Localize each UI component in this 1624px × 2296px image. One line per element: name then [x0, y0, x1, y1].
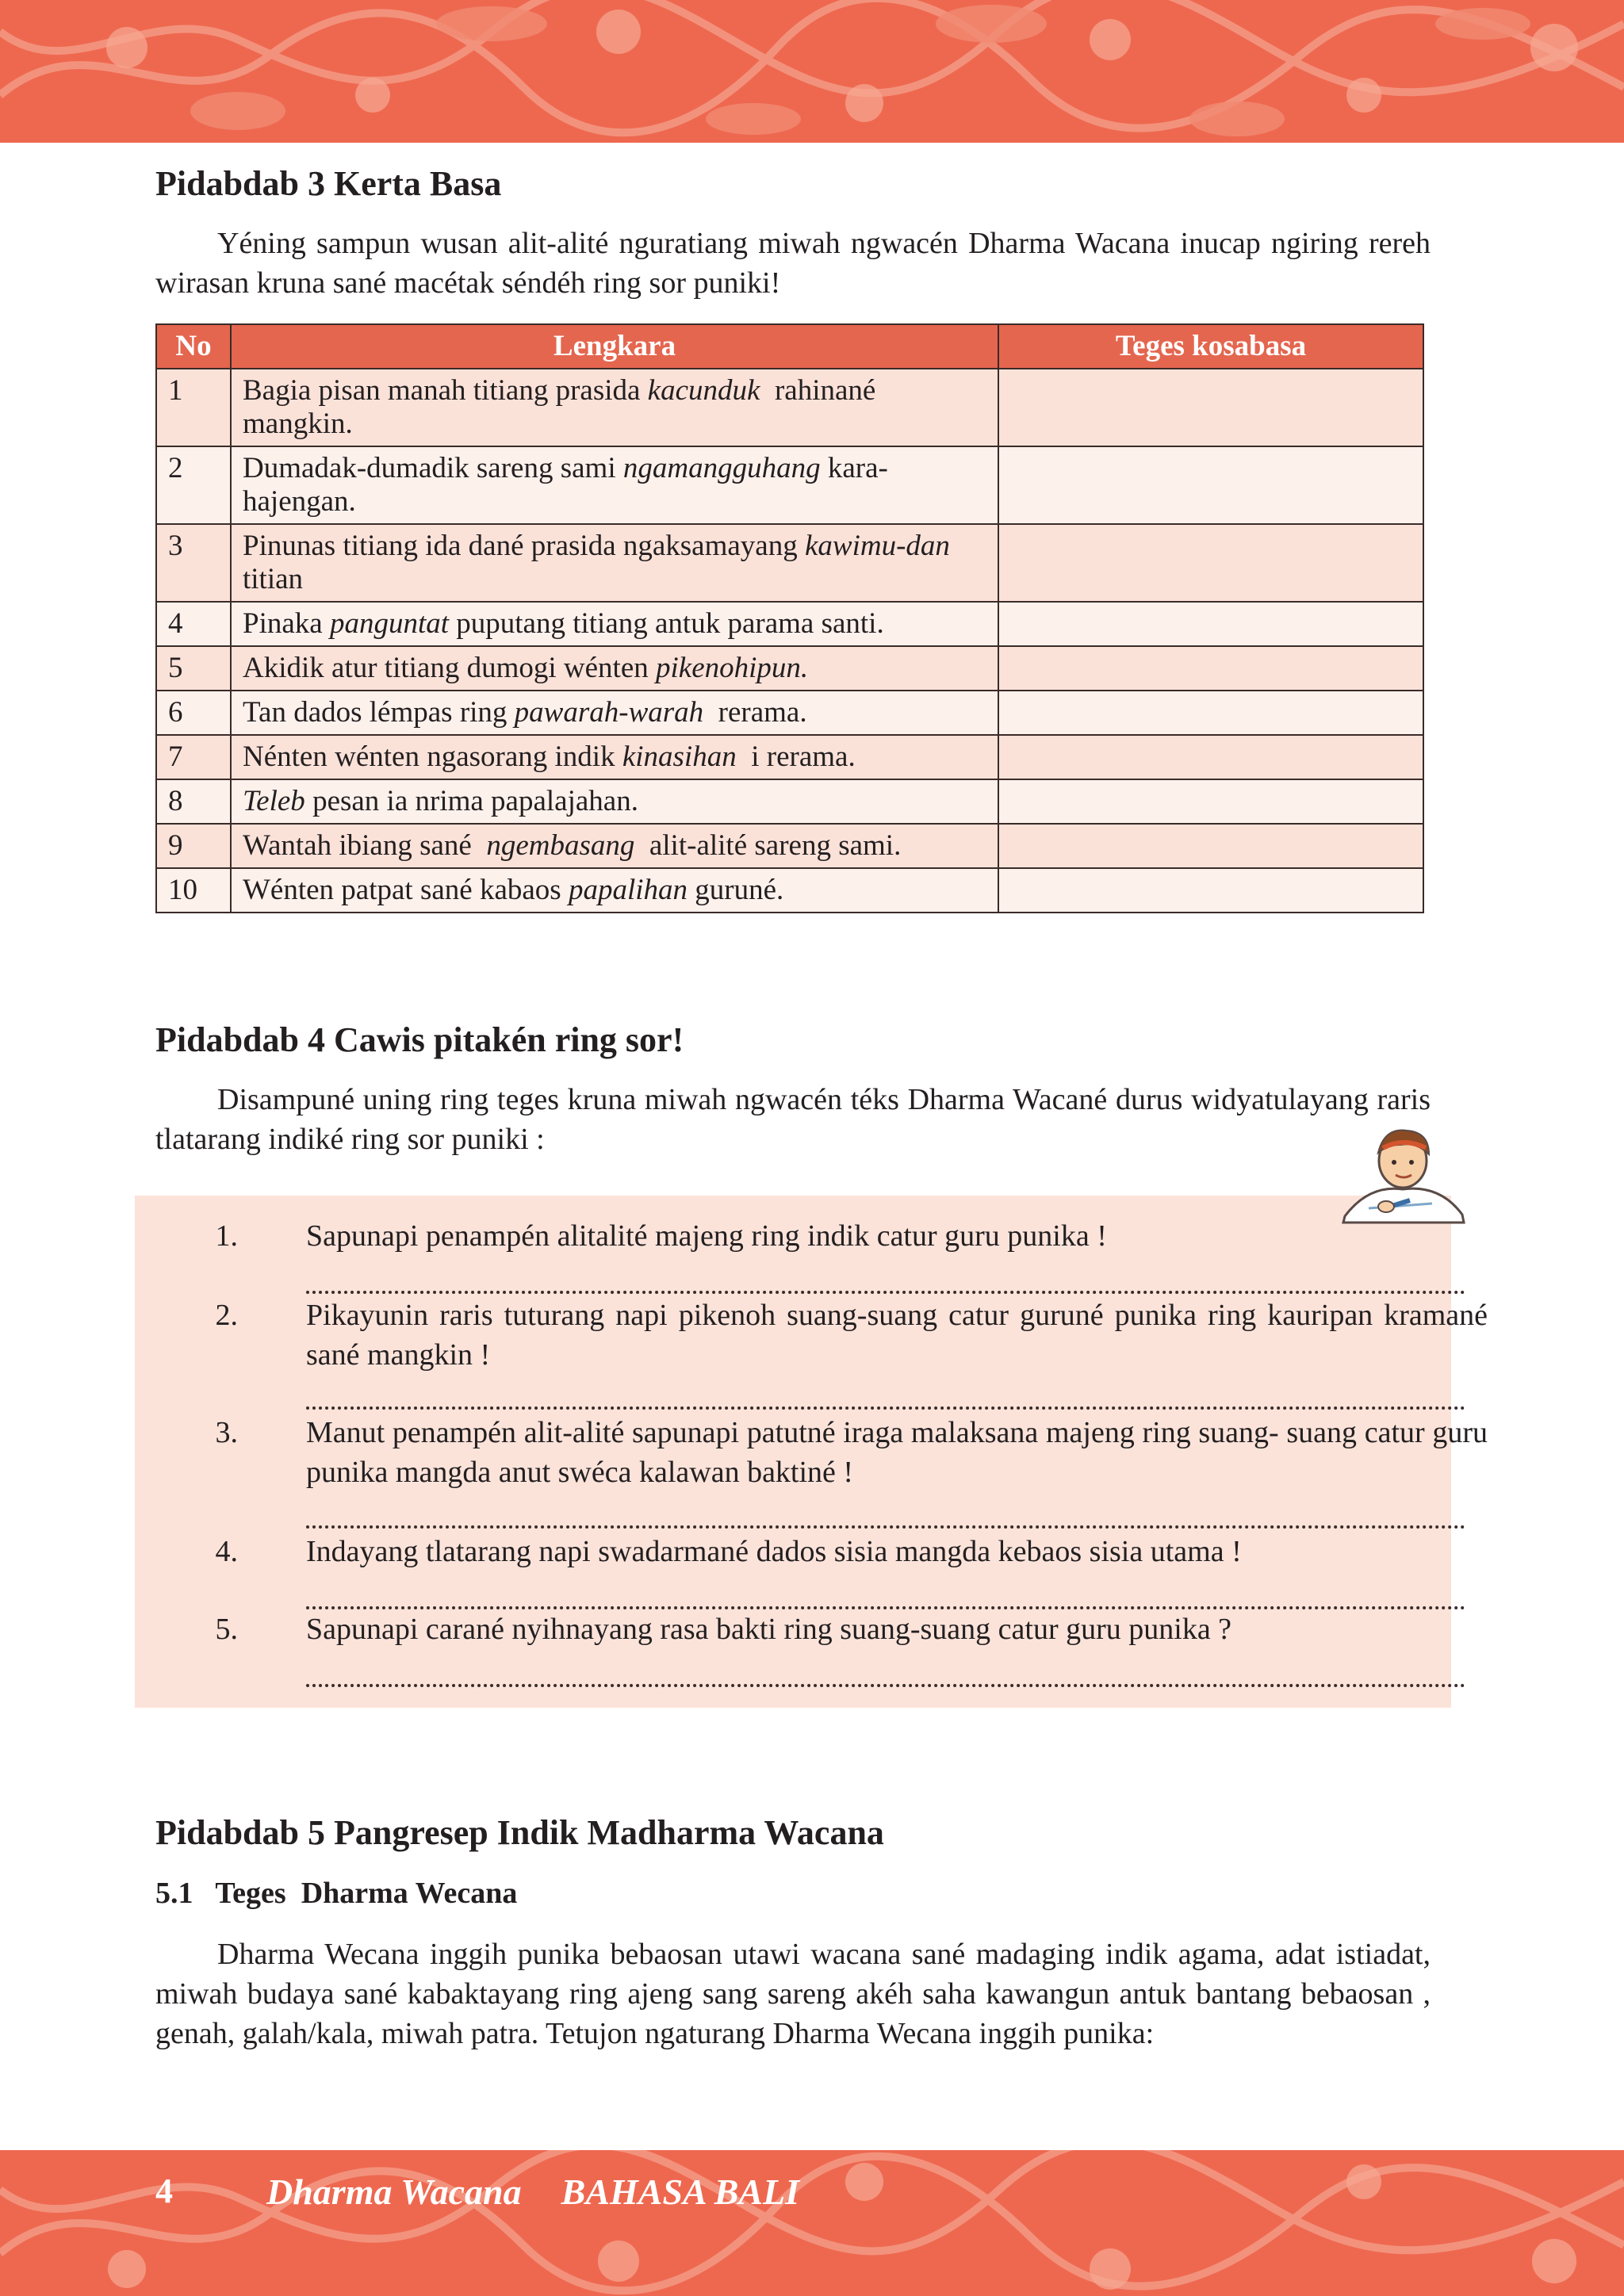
table-row: [156, 646, 1423, 691]
question-number: 5.: [215, 1613, 238, 1646]
question-number: 4.: [215, 1535, 238, 1568]
answer-line[interactable]: [306, 1291, 1465, 1294]
meaning-answer-cell[interactable]: [998, 646, 1423, 691]
row-sentence: [231, 691, 998, 735]
meaning-answer-cell[interactable]: [998, 779, 1423, 824]
table-row: [156, 524, 1423, 602]
meaning-answer-cell[interactable]: [998, 369, 1423, 446]
target-word: pawarah-warah: [514, 696, 704, 729]
section-3-instruction: Yéning sampun wusan alit-alité nguratiang miwah ngwacén Dharma Wacana inucap ngiring rereh wirasan kruna sané macétak séndéh ring sor puniki!: [155, 227, 1431, 300]
page-number: 4: [155, 2172, 173, 2210]
row-number: 1: [156, 369, 231, 446]
target-word: ngamangguhang: [622, 452, 821, 484]
row-sentence: [231, 735, 998, 779]
section-4-instruction-wrap: [155, 1080, 1431, 1159]
meaning-answer-cell[interactable]: [998, 735, 1423, 779]
table-row: [156, 824, 1423, 868]
meaning-answer-cell[interactable]: [998, 524, 1423, 602]
top-ornament-band: [0, 0, 1624, 143]
sentence-text: Akidik atur titiang dumogi wénten: [243, 652, 656, 684]
sentence-text: Wantah ibiang sané: [243, 829, 487, 862]
sentence-text: alit-alité sareng sami.: [634, 829, 902, 862]
table-row: [156, 779, 1423, 824]
table-row: [156, 868, 1423, 913]
sentence-text: rahinané mangkin.: [243, 374, 883, 440]
question-number: 3.: [215, 1416, 238, 1449]
question-text: Sapunapi penampén alitalité majeng ring indik catur guru punika !: [306, 1219, 1107, 1253]
row-sentence: [231, 646, 998, 691]
footer-title: [266, 2171, 839, 2213]
meaning-answer-cell[interactable]: [998, 446, 1423, 524]
row-sentence: [231, 824, 998, 868]
section-5: [155, 1812, 1431, 1853]
sentence-text: pesan ia nrima papalajahan.: [304, 785, 638, 817]
row-number: 2: [156, 446, 231, 524]
target-word: Teleb: [243, 785, 305, 817]
meaning-answer-cell[interactable]: [998, 824, 1423, 868]
sentence-text: titian: [243, 530, 965, 595]
answer-line[interactable]: [306, 1406, 1465, 1410]
header-no: No: [156, 324, 231, 369]
row-sentence: [231, 524, 998, 602]
sentence-text: Wénten patpat sané kabaos: [243, 874, 569, 906]
target-word: ngembasang: [486, 829, 635, 862]
section-5-body: Dharma Wecana inggih punika bebaosan utawi wacana sané madaging indik agama, adat istiadat, miwah budaya sané kabaktayang ring ajeng sang sareng akéh saha kawangun antuk bantang bebaosan , genah, galah/kala, miwah patra. Tetujon ngaturang Dharma Wecana inggih punika:: [155, 1938, 1431, 2050]
table-row: [156, 602, 1423, 646]
table-body: [156, 369, 1423, 913]
header-lengkara: Lengkara: [231, 324, 998, 369]
sentence-text: guruné.: [688, 874, 784, 906]
row-number: 7: [156, 735, 231, 779]
section-3: [155, 163, 1431, 204]
row-number: 8: [156, 779, 231, 824]
row-number: 9: [156, 824, 231, 868]
sentence-text: rerama.: [703, 696, 807, 729]
sentence-text: i rerama.: [736, 740, 856, 773]
section-5-heading: Pidabdab 5 Pangresep Indik Madharma Wacana: [155, 1813, 884, 1852]
book-title: Dharma Wacana: [266, 2172, 522, 2212]
sentence-text: Pinunas titiang ida dané prasida ngaksamayang: [243, 530, 805, 562]
section-4-heading: Pidabdab 4 Cawis pitakén ring sor!: [155, 1020, 684, 1059]
table-row: [156, 735, 1423, 779]
subject-name: BAHASA BALI: [561, 2172, 800, 2212]
table-header-row: [156, 324, 1423, 369]
row-number: 3: [156, 524, 231, 602]
answer-line[interactable]: [306, 1684, 1465, 1687]
table-row: [156, 369, 1423, 446]
meaning-answer-cell[interactable]: [998, 868, 1423, 913]
target-word: kacunduk: [647, 374, 760, 407]
section-4: [155, 1020, 1431, 1060]
section-5-subheading: 5.1 Teges Dharma Wecana: [155, 1877, 518, 1910]
sentence-text: Tan dados lémpas ring: [243, 696, 515, 729]
header-teges: Teges kosabasa: [998, 324, 1423, 369]
answer-line[interactable]: [306, 1525, 1465, 1529]
target-word: pikenohipun.: [656, 652, 809, 684]
section-3-heading: Pidabdab 3 Kerta Basa: [155, 164, 502, 203]
section-4-instruction: Disampuné uning ring teges kruna miwah ngwacén téks Dharma Wacané durus widyatulayang raris tlatarang indiké ring sor puniki :: [155, 1083, 1431, 1156]
row-sentence: [231, 369, 998, 446]
meaning-answer-cell[interactable]: [998, 602, 1423, 646]
question-text: Pikayunin raris tuturang napi pikenoh suang-suang catur guruné punika ring kauripan kramané sané mangkin !: [306, 1299, 1488, 1372]
sentence-text: Nénten wénten ngasorang indik: [243, 740, 622, 773]
sentence-text: kara-hajengan.: [243, 452, 888, 518]
vocabulary-table: [155, 323, 1424, 913]
question-number: 1.: [215, 1219, 238, 1253]
table-row: [156, 446, 1423, 524]
row-number: 10: [156, 868, 231, 913]
row-sentence: [231, 868, 998, 913]
target-word: kinasihan: [622, 740, 737, 773]
meaning-answer-cell[interactable]: [998, 691, 1423, 735]
question-text: Manut penampén alit-alité sapunapi patutné iraga malaksana majeng ring suang- suang catur guru punika mangda anut swéca kalawan baktiné !: [306, 1416, 1488, 1489]
question-text: Sapunapi carané nyihnayang rasa bakti ring suang-suang catur guru punika ?: [306, 1613, 1232, 1646]
row-number: 6: [156, 691, 231, 735]
sentence-text: puputang titiang antuk parama santi.: [449, 607, 884, 640]
target-word: papalihan: [568, 874, 688, 906]
row-number: 4: [156, 602, 231, 646]
target-word: kawimu-dan: [804, 530, 950, 562]
question-text: Indayang tlatarang napi swadarmané dados sisia mangda kebaos sisia utama !: [306, 1535, 1242, 1568]
question-number: 2.: [215, 1299, 238, 1332]
student-writing-icon: [1337, 1121, 1469, 1226]
sentence-text: Pinaka: [243, 607, 330, 640]
table-row: [156, 691, 1423, 735]
question-box: [135, 1196, 1488, 1708]
sentence-text: Bagia pisan manah titiang prasida: [243, 374, 648, 407]
floral-ornament-icon: [0, 0, 1624, 143]
sentence-text: Dumadak-dumadik sareng sami: [243, 452, 623, 484]
section-5-body-wrap: [155, 1934, 1431, 2053]
target-word: panguntat: [329, 607, 450, 640]
section-3-instruction-wrap: [155, 224, 1431, 303]
row-number: 5: [156, 646, 231, 691]
row-sentence: [231, 779, 998, 824]
section-5-subheading-wrap: [155, 1876, 1431, 1911]
row-sentence: [231, 446, 998, 524]
row-sentence: [231, 602, 998, 646]
